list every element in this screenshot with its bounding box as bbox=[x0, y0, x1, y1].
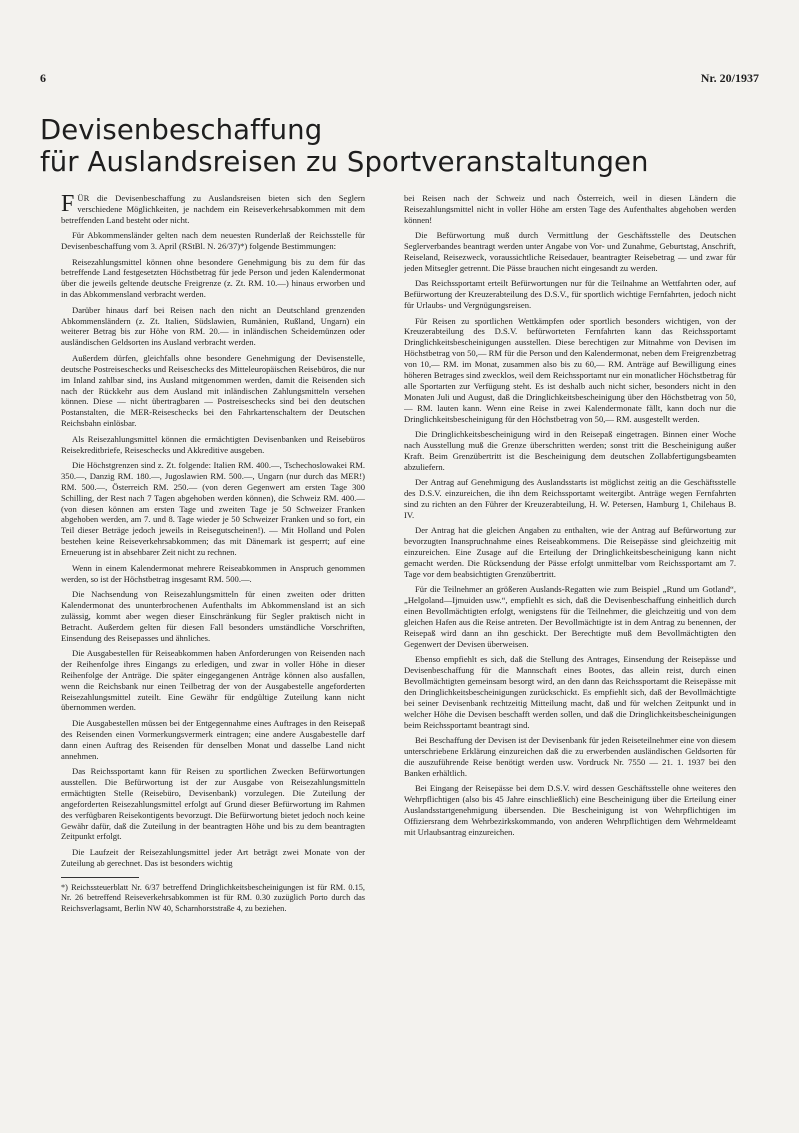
paragraph-text: ÜR die Devisenbeschaffung zu Auslandsreisen bieten sich den Seglern verschiedene Möglichkeiten, je nachdem ein Reiseverkehrsabkommen mit dem betreffenden Land besteht oder nicht. bbox=[61, 193, 365, 225]
article-paragraph: Der Antrag auf Genehmigung des Auslandsstarts ist möglichst zeitig an die Geschäftsstelle des D.S.V. einzureichen, die ihn dem Reichssportamt weitergibt. Anträge wegen Fernfahrten sind zu richten an den Führer der Kreuzerabteilung, H. W. Petersen, Hamburg 1, Chilehaus B. IV. bbox=[404, 477, 736, 520]
article-paragraph: Die Befürwortung muß durch Vermittlung der Geschäftsstelle des Deutschen Seglerverbandes beantragt werden unter Angabe von Vor- und Zunahme, Geburtstag, Anschrift, Reiseland, Reisezweck, voraussichtliche Reisedauer, beantragter Reisebetrag — und zwar für jeden Mitsegler getrennt. Die Pässe brauchen nicht eingesandt zu werden. bbox=[404, 230, 736, 273]
article-title-line-2: für Auslandsreisen zu Sportveranstaltungen bbox=[40, 146, 649, 178]
article-column-left bbox=[61, 193, 365, 1098]
footnote-divider bbox=[61, 877, 139, 878]
article-paragraph: Außerdem dürfen, gleichfalls ohne besondere Genehmigung der Devisenstelle, deutsche Postreiseschecks und Reiseschecks des Mitteleuropäischen Reisebüros, die nur im Inland zahlbar sind, ins Ausland mitgenommen werden, damit die Reisenden sich nach der Rückkehr aus dem Ausland mit inländischen Zahlungsmitteln versehen können. Diese — nicht übertragbaren — Postreiseschecks sind bei den deutschen Postanstalten, die MER-Reiseschecks bei den Fahrkartenschaltern der Deutschen Reichsbahn einlösbar. bbox=[61, 352, 365, 429]
article-paragraph: Der Antrag hat die gleichen Angaben zu enthalten, wie der Antrag auf Befürwortung zur bevorzugten Inanspruchnahme eines Reiseabkommens. Die Reisepässe sind gleichzeitig mit einzureichen. Eine Zusage auf die Erteilung der Dringlichkeitsbescheinigung kann nicht gemacht werden. Die Rücksendung der Pässe erfolgt unmittelbar vom Reichssportamt am 7. Tage vor dem beabsichtigten Grenzübertritt. bbox=[404, 525, 736, 579]
article-paragraph: Darüber hinaus darf bei Reisen nach den nicht an Deutschland grenzenden Abkommensländern (z. Zt. Italien, Südslawien, Rumänien, Rußland, Ungarn) ein weiterer Betrag bis zur Höhe von RM. 20.— in inländischen Scheidemünzen oder ausländischen Geldsorten ins Ausland verbracht werden. bbox=[61, 304, 365, 348]
footnote: *) Reichssteuerblatt Nr. 6/37 betreffend Dringlichkeitsbescheinigungen ist für RM. 0.15, Nr. 26 betreffend Reiseverkehrsabkommen ist für RM. 0.30 zuzüglich Porto durch das Reichsverlagsamt, Berlin NW 40, Scharnhorststraße 4, zu beziehen. bbox=[61, 882, 365, 913]
article-paragraph: Die Laufzeit der Reisezahlungsmittel jeder Art beträgt zwei Monate von der Zuteilung ab gerechnet. Das ist besonders wichtig bbox=[61, 846, 365, 868]
article-paragraph: Die Höchstgrenzen sind z. Zt. folgende: Italien RM. 400.—, Tschechoslowakei RM. 350.—, Danzig RM. 180.—, Jugoslawien RM. 500.—, Ungarn (nur durch das MER!) RM. 500.—, Österreich RM. 250.— (von deren Gegenwert am ersten Tage 300 Schilling, der Rest nach 7 Tagen abgehoben werden können), die Schweiz RM. 400.— (von diesen können am ersten Tage und zweiten Tage je 50 Schweizer Franken abgehoben werden, am 7. und 8. Tage wieder je 50 Schweizer Franken und so fort, ein Teil dieser Beträge jedoch jeweils in Reisegutscheinen!). — Mit Holland und Polen bestehen keine Reiseverkehrsabkommen; das mit Dänemark ist gesperrt; auf eine Erneuerung ist in absehbarer Zeit nicht zu rechnen. bbox=[61, 459, 365, 558]
article-paragraph bbox=[61, 193, 365, 226]
article-title-line-1: Devisenbeschaffung bbox=[40, 114, 323, 146]
article-paragraph: bei Reisen nach der Schweiz und nach Österreich, weil in diesen Ländern die Reisezahlungsmittel nicht in voller Höhe am ersten Tage des Aufenthaltes abgehoben werden können! bbox=[404, 193, 736, 225]
article-paragraph: Die Ausgabestellen für Reiseabkommen haben Anforderungen von Reisenden nach der Reihenfolge ihres Eingangs zu erledigen, und zwar in voller Höhe in dieser Reihenfolge der Anträge. Die später eingegangenen Anträge können also ausfallen, wenn die Reichsbank nur einen Teilbetrag der von der Ausgabestelle angeforderten Reisezahlungsmittel zuteilt. Eine Gewähr für endgültige Zuteilung kann nicht übernommen werden. bbox=[61, 647, 365, 713]
article-paragraph: Das Reichssportamt erteilt Befürwortungen nur für die Teilnahme an Wettfahrten oder, auf Befürwortung der Kreuzerabteilung des D.S.V., für sportlich wichtige Fernfahrten, jedoch nicht für Urlaubs- und Vergnügungsreisen. bbox=[404, 278, 736, 311]
article-paragraph: Wenn in einem Kalendermonat mehrere Reiseabkommen in Anspruch genommen werden, so ist der Höchstbetrag insgesamt RM. 500.—. bbox=[61, 562, 365, 584]
article-paragraph: Die Nachsendung von Reisezahlungsmitteln für einen zweiten oder dritten Kalendermonat des ununterbrochenen Aufenthalts im Abkommensland ist an sich zulässig, kommt aber wegen dieser Einschränkung für Segler praktisch nicht in Betracht. Außerdem gelten für diesen Fall besonders umständliche Vorschriften, Einsendung des Reisepasses und ähnliches. bbox=[61, 588, 365, 643]
article-paragraph: Ebenso empfiehlt es sich, daß die Stellung des Antrages, Einsendung der Reisepässe und Devisenbeschaffung für die Mannschaft eines Bootes, das allein reist, durch einen Bevollmächtigten gemeinsam besorgt wird, an den dann das Reichssportamt die Reisepässe mit den Dringlichkeitsbescheinigungen zurückschickt. Es empfiehlt sich, daß der Bevollmächtigte bei seiner Devisenbank rechtzeitig Mitteilung macht, daß und für welchen Zeitpunkt und in welcher Höhe die Devisen beschafft werden sollen, und daß die Dringlichkeitsbescheinigungen beim Reichssportamt beantragt sind. bbox=[404, 654, 736, 730]
article-paragraph: Bei Eingang der Reisepässe bei dem D.S.V. wird dessen Geschäftsstelle ohne weiteres den Wehrpflichtigen (also bis 45 Jahre einschließlich) eine Bescheinigung über die Erteilung einer Auslandsstartgenehmigung übersenden. Die Bescheinigung ist von Wehrpflichtigen im Offiziersrang dem Wehrbezirkskommando, von anderen Wehrpflichtigen dem Wehrmeldeamt mit Urlaubsantrag einzureichen. bbox=[404, 783, 736, 837]
article-column-right bbox=[404, 193, 736, 1098]
article-paragraph: Für Reisen zu sportlichen Wettkämpfen oder sportlich besonders wichtigen, von der Kreuzerabteilung des D.S.V. befürworteten Fernfahrten kann das Reichssportamt Dringlichkeitsbescheinigungen ausstellen. Diese berechtigen zur Mitnahme von Devisen im Höchstbetrag von 50,— RM für die Person und den Kalendermonat, neben dem Freigrenzbetrag von 10,— RM. im Monat, zusammen also bis zu 60,— RM. Anträge auf Bewilligung eines höheren Betrages sind zwecklos, weil dem Reichssportamt nur ein monatlicher Höchstbetrag für alle Sportarten zur Verfügung steht. Es ist deshalb auch nicht sicher, besonders nicht in den Monaten Juli und August, daß die Dringlichkeitsbescheinigung über den Höchstbetrag von 50,— RM. lauten kann. Wenn eine Reise in zwei Kalendermonate fällt, kann doch nur die Dringlichkeitsbescheinigung für den Höchstbetrag von 50,— RM. ausgestellt werden. bbox=[404, 315, 736, 424]
article-paragraph: Für Abkommensländer gelten nach dem neuesten Runderlaß der Reichsstelle für Devisenbeschaffung vom 3. April (RStBl. N. 26/37)*) folgende Bestimmungen: bbox=[61, 230, 365, 252]
article-paragraph: Die Dringlichkeitsbescheinigung wird in den Reisepaß eingetragen. Binnen einer Woche nach Ausstellung muß die Grenze überschritten werden; sonst tritt die Bescheinigung außer Kraft. Beim Grenzübertritt ist die Bescheinigung dem deutschen Zollabfertigungsbeamten abzuliefern. bbox=[404, 429, 736, 472]
article-paragraph: Bei Beschaffung der Devisen ist der Devisenbank für jeden Reiseteilnehmer eine von diesem unterschriebene Erklärung einzureichen daß die zu erwerbenden ausländischen Geldsorten für die auszuführende Reise benötigt werden usw. Vordruck Nr. 7550 — 21. 1. 1937 bei den Banken erhältlich. bbox=[404, 735, 736, 778]
article-title bbox=[40, 114, 760, 178]
drop-cap: F bbox=[61, 193, 75, 217]
article-paragraph: Für die Teilnehmer an größeren Auslands-Regatten wie zum Beispiel „Rund um Gotland“, „Helgoland—Ijmuiden usw.“, empfiehlt es sich, daß die Devisenbeschaffung einheitlich durch einen Bevollmächtigten erfolgt, wenigstens für die Teilnehmer, die gleichzeitig und von dem gleichen Hafen aus die Reise antreten. Der Bevollmächtigte ist in dem Antrag zu benennen, der Reisepaß wird dann an ihn geschickt. Der Berechtigte muß dem Bevollmächtigten den Gegenwert der Devisen überweisen. bbox=[404, 584, 736, 649]
article-paragraph: Als Reisezahlungsmittel können die ermächtigten Devisenbanken und Reisebüros Reisekreditbriefe, Reiseschecks und Akkreditive ausgeben. bbox=[61, 433, 365, 455]
article-paragraph: Reisezahlungsmittel können ohne besondere Genehmigung bis zu dem für das betreffende Land festgesetzten Höchstbetrag für jede Person und jeden Kalendermonat über die jeweils geltende deutsche Freigrenze (z. Zt. RM. 10.—) hinaus erworben und in das Abkommensland verbracht werden. bbox=[61, 256, 365, 300]
article-paragraph: Das Reichssportamt kann für Reisen zu sportlichen Zwecken Befürwortungen ausstellen. Die Befürwortung ist der zur Ausgabe von Reisezahlungsmitteln ermächtigten Stelle (Reisebüro, Devisenbank) vorzulegen. Die Zuteilung der angeforderten Reisezahlungsmittel erfolgt auf Grund dieser Befürwortung im Rahmen des verfügbaren Reisekontigents bevorzugt. Die Befürwortung bietet jedoch noch keine Gewähr dafür, daß die Zuteilung in der beantragten Höhe und bis zu dem beantragten Zeitpunkt erfolgt. bbox=[61, 766, 365, 842]
article-paragraph: Die Ausgabestellen müssen bei der Entgegennahme eines Auftrages in den Reisepaß des Reisenden einen Vormerkungsvermerk eintragen; eine andere Ausgabestelle darf dann einen Auftrag des Reisenden für denselben Monat und dasselbe Land nicht annehmen. bbox=[61, 717, 365, 761]
issue-number: Nr. 20/1937 bbox=[700, 71, 759, 85]
page-number: 6 bbox=[40, 71, 46, 85]
